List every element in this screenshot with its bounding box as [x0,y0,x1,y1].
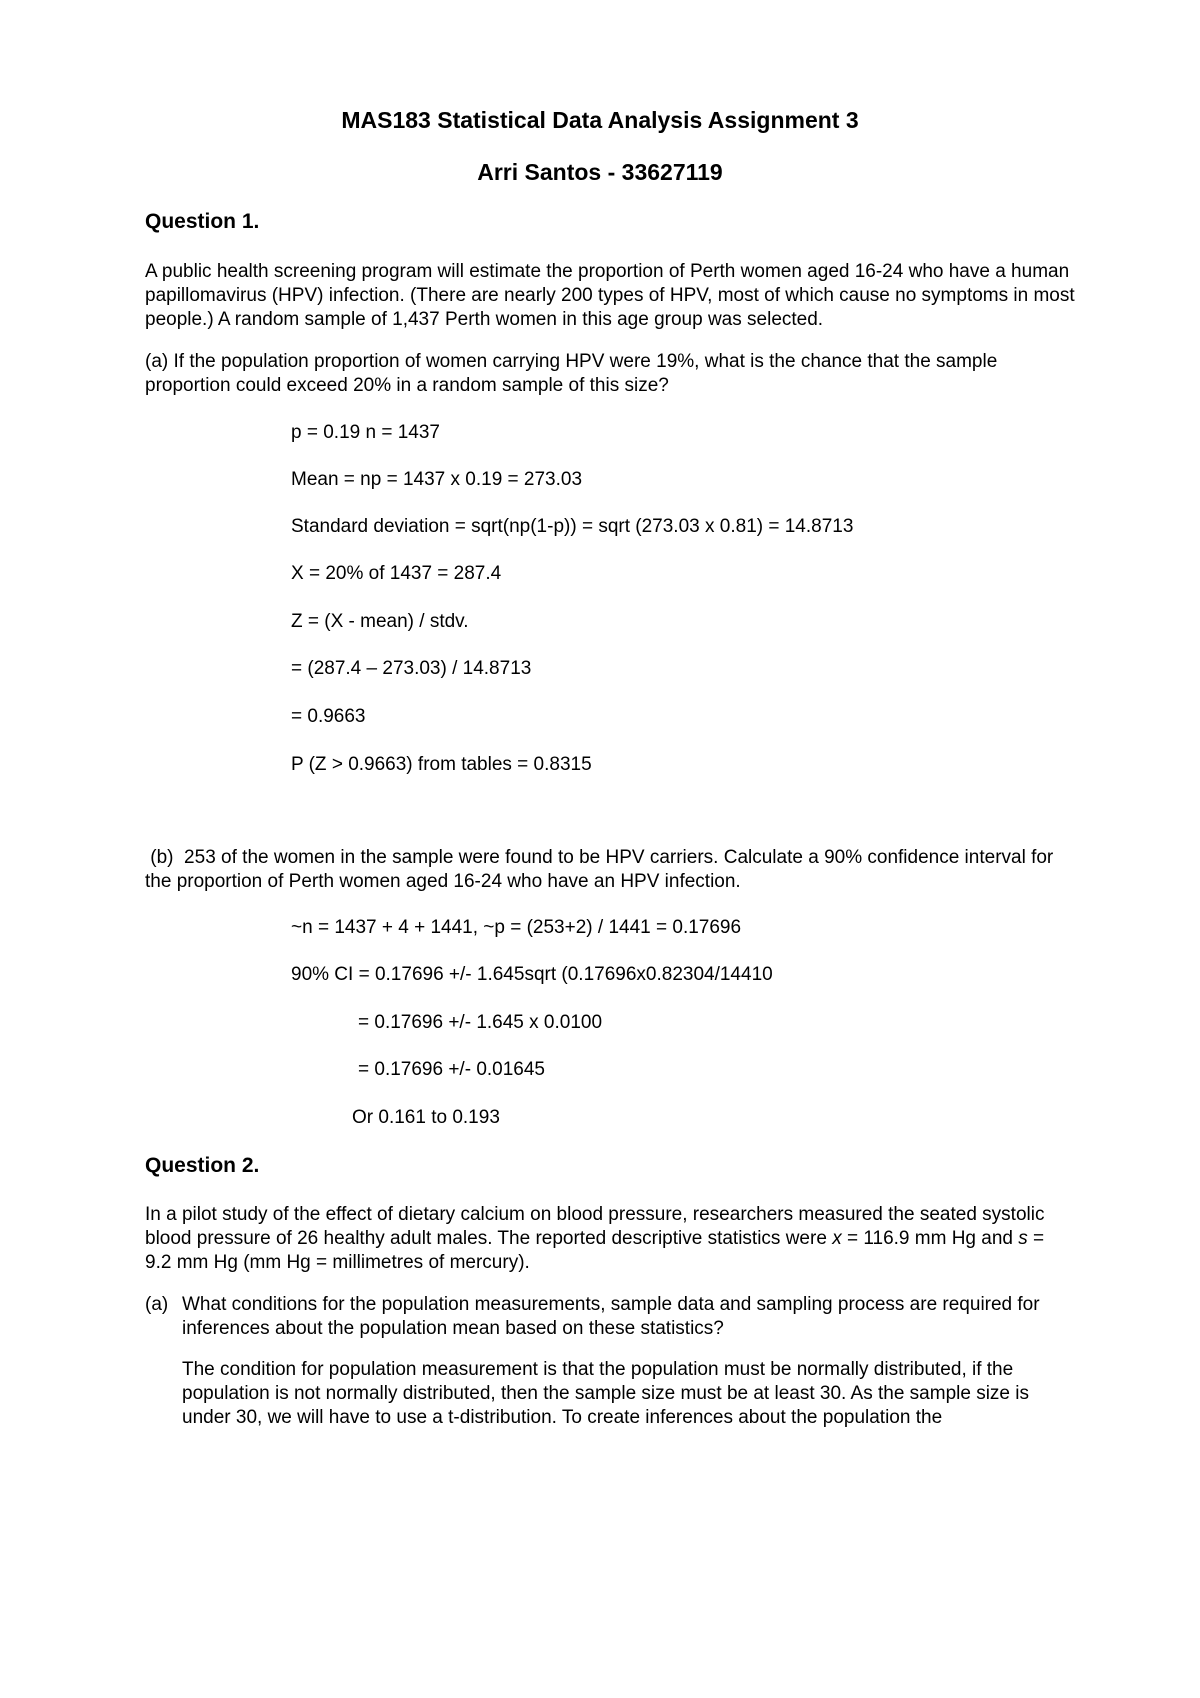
author-line: Arri Santos - 33627119 [477,159,723,185]
question-1-intro: A public health screening program will estimate the proportion of Perth women aged 16-24 who have a human papillomavirus (HPV) infection. (There are nearly 200 types of HPV, most of which cause no symptoms in most people.) A random sample of 1,437 Perth women in this age group was selected. [145,261,1075,330]
question-1-heading: Question 1. [145,210,260,233]
calc-line: X = 20% of 1437 = 287.4 [291,563,502,584]
question-2-heading: Question 2. [145,1154,260,1177]
calc-line: P (Z > 0.9663) from tables = 0.8315 [291,754,592,775]
calc-line: = (287.4 – 273.03) / 14.8713 [291,658,532,679]
calc-line: p = 0.19 n = 1437 [291,422,440,443]
calc-line: = 0.17696 +/- 1.645 x 0.0100 [358,1012,603,1033]
question-2a-text: What conditions for the population measurements, sample data and sampling process are required for inferences about the population mean based on these statistics? [182,1294,1040,1339]
calc-line: Mean = np = 1437 x 0.19 = 273.03 [291,469,583,490]
calc-line: = 0.9663 [291,706,366,727]
question-1a-text: (a) If the population proportion of women carrying HPV were 19%, what is the chance that the sample proportion could exceed 20% in a random sample of this size? [145,351,998,396]
question-2a-answer: The condition for population measurement is that the population must be normally distributed, if the population is not normally distributed, then the sample size must be at least 30. As the sample size is under 30, we will have to use a t-distribution. To create inferences about the population the [182,1359,1030,1428]
calc-line: Or 0.161 to 0.193 [352,1107,500,1128]
calc-line: 90% CI = 0.17696 +/- 1.645sqrt (0.17696x0.82304/14410 [291,964,773,985]
intro-text: = 116.9 mm Hg and [841,1228,1019,1249]
document-title: MAS183 Statistical Data Analysis Assignment 3 [341,107,859,133]
intro-text: In a pilot study of the effect of dietary calcium on blood pressure, researchers measured the seated systolic blood pressure of 26 healthy adult males. The reported descriptive statistics were [145,1204,1045,1249]
calc-line: = 0.17696 +/- 0.01645 [358,1059,545,1080]
question-2a-label: (a) [145,1294,169,1315]
calc-line: ~n = 1437 + 4 + 1441, ~p = (253+2) / 1441 = 0.17696 [291,917,742,938]
intro-text: = 9.2 mm Hg (mm Hg = millimetres of mercury). [145,1228,1045,1273]
calc-line: Standard deviation = sqrt(np(1-p)) = sqrt (273.03 x 0.81) = 14.8713 [291,516,854,537]
s-symbol: s [1018,1228,1028,1249]
x-bar-symbol: x [832,1228,842,1249]
question-1b-text: (b) 253 of the women in the sample were found to be HPV carriers. Calculate a 90% confidence interval for the proportion of Perth women aged 16-24 who have an HPV infection. [145,847,1059,892]
question-2-intro [145,1203,1075,1275]
calc-line: Z = (X - mean) / stdv. [291,611,469,632]
